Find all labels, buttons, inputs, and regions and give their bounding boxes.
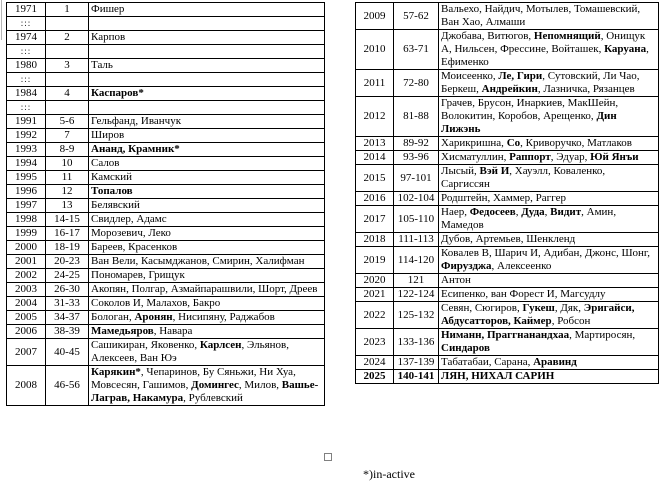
players-cell: Бареев, Красенков xyxy=(89,241,325,255)
year-gap-cell: ::: xyxy=(7,45,46,59)
year-cell: 2024 xyxy=(356,356,394,370)
players-cell: Хисматуллин, Раппорт, Эдуар, Юй Янъи xyxy=(439,151,659,165)
table-row xyxy=(356,288,659,302)
year-cell: 1999 xyxy=(7,227,46,241)
year-gap-cell: ::: xyxy=(7,73,46,87)
year-cell: 2013 xyxy=(356,137,394,151)
rank-range-cell: 38-39 xyxy=(46,325,89,339)
rank-range-cell: 121 xyxy=(394,274,439,288)
year-cell: 2014 xyxy=(356,151,394,165)
year-cell: 1991 xyxy=(7,115,46,129)
rank-range-cell: 93-96 xyxy=(394,151,439,165)
players-cell: Морозевич, Леко xyxy=(89,227,325,241)
rank-range-cell xyxy=(46,17,89,31)
rank-range-cell: 72-80 xyxy=(394,70,439,97)
players-cell: Соколов И, Малахов, Бакро xyxy=(89,297,325,311)
year-cell: 1984 xyxy=(7,87,46,101)
players-cell xyxy=(89,73,325,87)
table-row xyxy=(356,137,659,151)
table-corner-square-icon xyxy=(324,453,332,461)
rank-range-cell: 1 xyxy=(46,3,89,17)
rank-range-cell: 16-17 xyxy=(46,227,89,241)
year-cell: 2006 xyxy=(7,325,46,339)
table-row xyxy=(356,206,659,233)
page-edge-line xyxy=(1,0,2,40)
table-row xyxy=(7,143,325,157)
players-cell: Карпов xyxy=(89,31,325,45)
year-gap-cell: ::: xyxy=(7,17,46,31)
players-cell: Сашикиран, Яковенко, Карлсен, Эльянов, Алексеев, Ван Юэ xyxy=(89,339,325,366)
rank-range-cell: 125-132 xyxy=(394,302,439,329)
rank-range-cell: 114-120 xyxy=(394,247,439,274)
table-row xyxy=(356,30,659,70)
rank-range-cell: 57-62 xyxy=(394,3,439,30)
rank-range-cell: 13 xyxy=(46,199,89,213)
rank-range-cell: 24-25 xyxy=(46,269,89,283)
rank-range-cell: 34-37 xyxy=(46,311,89,325)
players-cell: Ковалев В, Шарич И, Адибан, Джонс, Шонг, Фирузджа, Алексеенко xyxy=(439,247,659,274)
players-cell: Дубов, Артемьев, Шенкленд xyxy=(439,233,659,247)
table-row xyxy=(7,241,325,255)
players-cell: Севян, Сюгиров, Гукеш, Дяк, Эригайси, Абдусатторов, Каймер, Робсон xyxy=(439,302,659,329)
rank-range-cell: 11 xyxy=(46,171,89,185)
rank-range-cell: 20-23 xyxy=(46,255,89,269)
year-cell: 1992 xyxy=(7,129,46,143)
year-cell: 2011 xyxy=(356,70,394,97)
table-row xyxy=(356,233,659,247)
year-cell: 2008 xyxy=(7,366,46,406)
players-cell: Белявский xyxy=(89,199,325,213)
rank-range-cell: 105-110 xyxy=(394,206,439,233)
year-cell: 2021 xyxy=(356,288,394,302)
table-row xyxy=(7,311,325,325)
rank-range-cell: 137-139 xyxy=(394,356,439,370)
table-row xyxy=(7,87,325,101)
year-cell: 1997 xyxy=(7,199,46,213)
year-cell: 2001 xyxy=(7,255,46,269)
rank-range-cell: 26-30 xyxy=(46,283,89,297)
players-cell: Гельфанд, Иванчук xyxy=(89,115,325,129)
rank-range-cell: 122-124 xyxy=(394,288,439,302)
table-row xyxy=(7,325,325,339)
players-cell: Салов xyxy=(89,157,325,171)
table-row xyxy=(7,3,325,17)
table-row xyxy=(7,366,325,406)
players-cell: Топалов xyxy=(89,185,325,199)
rank-range-cell: 2 xyxy=(46,31,89,45)
rank-range-cell: 10 xyxy=(46,157,89,171)
year-cell: 2003 xyxy=(7,283,46,297)
year-cell: 2005 xyxy=(7,311,46,325)
year-cell: 1980 xyxy=(7,59,46,73)
table-row xyxy=(7,185,325,199)
rank-range-cell: 111-113 xyxy=(394,233,439,247)
year-cell: 2018 xyxy=(356,233,394,247)
year-cell: 2017 xyxy=(356,206,394,233)
rank-range-cell: 140-141 xyxy=(394,370,439,384)
rank-range-cell: 133-136 xyxy=(394,329,439,356)
players-cell: Есипенко, ван Форест И, Магсудлу xyxy=(439,288,659,302)
players-cell: Камский xyxy=(89,171,325,185)
rank-range-cell: 97-101 xyxy=(394,165,439,192)
rank-range-cell: 81-88 xyxy=(394,97,439,137)
table-row xyxy=(356,302,659,329)
table-row xyxy=(7,269,325,283)
rankings-table-1971-2008 xyxy=(6,2,325,406)
table-row xyxy=(356,370,659,384)
table-row xyxy=(7,157,325,171)
year-gap-cell: ::: xyxy=(7,101,46,115)
year-cell: 2023 xyxy=(356,329,394,356)
table-row xyxy=(7,129,325,143)
players-cell: Антон xyxy=(439,274,659,288)
players-cell: ЛЯН, НИХАЛ САРИН xyxy=(439,370,659,384)
players-cell xyxy=(89,45,325,59)
players-cell: Наер, Федосеев, Дуда, Видит, Амин, Мамедов xyxy=(439,206,659,233)
rank-range-cell: 102-104 xyxy=(394,192,439,206)
players-cell: Широв xyxy=(89,129,325,143)
table-row xyxy=(7,171,325,185)
table-row xyxy=(7,199,325,213)
players-cell: Карякин*, Чепаринов, Бу Сяньжи, Ни Хуа, Мовсесян, Гашимов, Домингес, Милов, Вашье-Лаграв, Накамура, Рублевский xyxy=(89,366,325,406)
table-row xyxy=(7,17,325,31)
table-row xyxy=(356,151,659,165)
year-cell: 1974 xyxy=(7,31,46,45)
rank-range-cell: 12 xyxy=(46,185,89,199)
table-row xyxy=(7,101,325,115)
year-cell: 2015 xyxy=(356,165,394,192)
rank-range-cell: 14-15 xyxy=(46,213,89,227)
table-row xyxy=(356,274,659,288)
players-cell: Моисеенко, Ле, Гири, Сутовский, Ли Чао, Беркеш, Андрейкин, Лазничка, Рязанцев xyxy=(439,70,659,97)
players-cell: Каспаров* xyxy=(89,87,325,101)
players-cell: Джобава, Витюгов, Непомнящий, Онищук А, Нильсен, Фрессине, Войташек, Каруана, Ефименко xyxy=(439,30,659,70)
year-cell: 2025 xyxy=(356,370,394,384)
table-row xyxy=(7,283,325,297)
footnote: *)in-active xyxy=(363,467,415,481)
year-cell: 2007 xyxy=(7,339,46,366)
players-cell: Таль xyxy=(89,59,325,73)
players-cell: Родштейн, Хаммер, Раггер xyxy=(439,192,659,206)
players-cell xyxy=(89,101,325,115)
rank-range-cell: 18-19 xyxy=(46,241,89,255)
rank-range-cell: 8-9 xyxy=(46,143,89,157)
year-cell: 2002 xyxy=(7,269,46,283)
year-cell: 1971 xyxy=(7,3,46,17)
players-cell: Ван Вели, Касымджанов, Смирин, Халифман xyxy=(89,255,325,269)
table-row xyxy=(7,339,325,366)
players-cell: Вальехо, Найдич, Мотылев, Томашевский, Ван Хао, Алмаши xyxy=(439,3,659,30)
rank-range-cell xyxy=(46,73,89,87)
table-row xyxy=(7,115,325,129)
table-row xyxy=(7,297,325,311)
table-row xyxy=(7,73,325,87)
players-cell: Акопян, Полгар, Азмайпарашвили, Шорт, Дреев xyxy=(89,283,325,297)
players-cell: Лысый, Вэй И, Хауэлл, Коваленко, Саргиссян xyxy=(439,165,659,192)
rank-range-cell: 40-45 xyxy=(46,339,89,366)
players-cell: Грачев, Брусон, Инаркиев, МакШейн, Волокитин, Коробов, Арещенко, Дин Лижэнь xyxy=(439,97,659,137)
table-row xyxy=(7,255,325,269)
year-cell: 2010 xyxy=(356,30,394,70)
table-row xyxy=(356,192,659,206)
players-cell xyxy=(89,17,325,31)
year-cell: 2012 xyxy=(356,97,394,137)
table-row xyxy=(7,213,325,227)
rank-range-cell: 31-33 xyxy=(46,297,89,311)
players-cell: Свидлер, Адамс xyxy=(89,213,325,227)
year-cell: 1993 xyxy=(7,143,46,157)
players-cell: Ананд, Крамник* xyxy=(89,143,325,157)
players-cell: Табатабаи, Сарана, Аравинд xyxy=(439,356,659,370)
year-cell: 2004 xyxy=(7,297,46,311)
players-cell: Ниманн, Праггнанандхаа, Мартиросян, Синдаров xyxy=(439,329,659,356)
table-row xyxy=(356,247,659,274)
year-cell: 1996 xyxy=(7,185,46,199)
year-cell: 2016 xyxy=(356,192,394,206)
year-cell: 1998 xyxy=(7,213,46,227)
players-cell: Мамедьяров, Навара xyxy=(89,325,325,339)
rank-range-cell: 7 xyxy=(46,129,89,143)
rank-range-cell: 63-71 xyxy=(394,30,439,70)
table-row xyxy=(356,165,659,192)
year-cell: 2000 xyxy=(7,241,46,255)
players-cell: Пономарев, Грищук xyxy=(89,269,325,283)
rank-range-cell xyxy=(46,101,89,115)
table-row xyxy=(356,97,659,137)
table-row xyxy=(7,227,325,241)
table-row xyxy=(7,31,325,45)
rankings-table-2009-2025 xyxy=(355,2,659,384)
rank-range-cell: 5-6 xyxy=(46,115,89,129)
rank-range-cell: 89-92 xyxy=(394,137,439,151)
year-cell: 1995 xyxy=(7,171,46,185)
year-cell: 2009 xyxy=(356,3,394,30)
table-row xyxy=(356,70,659,97)
rank-range-cell: 4 xyxy=(46,87,89,101)
table-row xyxy=(356,329,659,356)
players-cell: Харикришна, Со, Криворучко, Матлаков xyxy=(439,137,659,151)
year-cell: 1994 xyxy=(7,157,46,171)
table-row xyxy=(7,59,325,73)
table-row xyxy=(7,45,325,59)
year-cell: 2022 xyxy=(356,302,394,329)
players-cell: Бологан, Аронян, Нисипяну, Раджабов xyxy=(89,311,325,325)
players-cell: Фишер xyxy=(89,3,325,17)
rank-range-cell: 46-56 xyxy=(46,366,89,406)
table-row xyxy=(356,3,659,30)
rank-range-cell xyxy=(46,45,89,59)
rank-range-cell: 3 xyxy=(46,59,89,73)
table-row xyxy=(356,356,659,370)
year-cell: 2020 xyxy=(356,274,394,288)
year-cell: 2019 xyxy=(356,247,394,274)
